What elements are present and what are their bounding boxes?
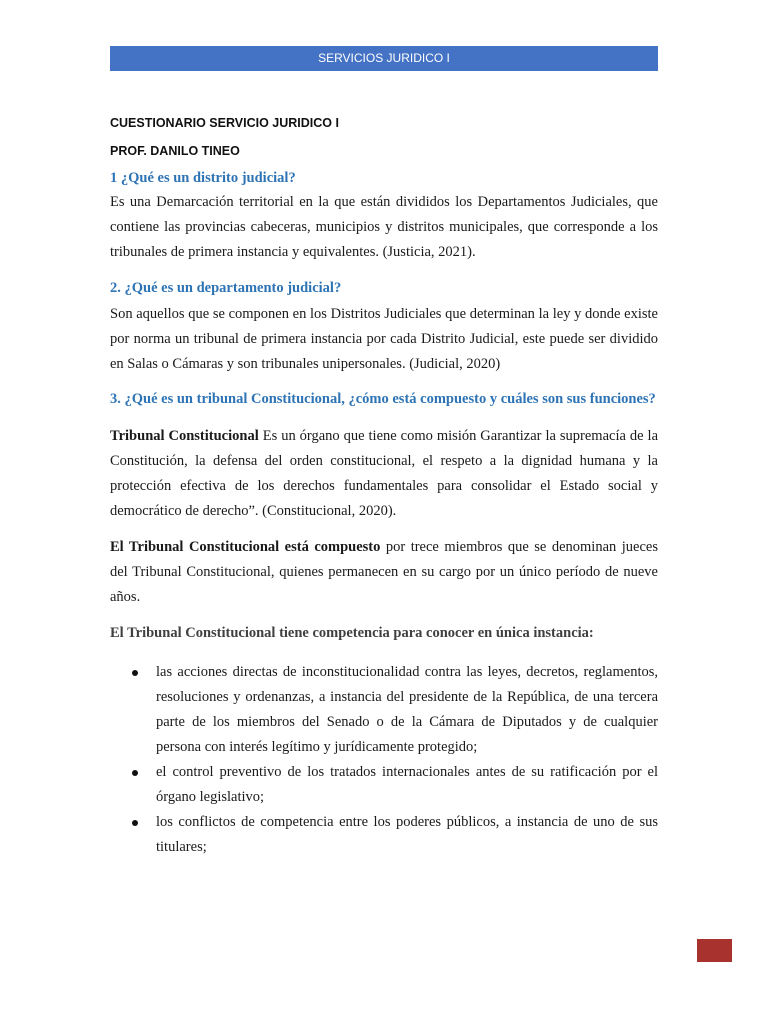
list-item: las acciones directas de inconstitucionalidad contra las leyes, decretos, reglamentos, resoluciones y ordenanzas, a instancia del presidente de la República, de una tercera parte de los miembros del Senado o de la Cámara de Diputados y de cualquier persona con interés legítimo y jurídicamente protegido; [110,660,658,760]
question-1: 1 ¿Qué es un distrito judicial? [110,170,296,186]
bullet-icon [132,820,138,826]
answer-2: Son aquellos que se componen en los Distritos Judiciales que determinan la ley y donde existe por norma un tribunal de primera instancia por cada Distrito Judicial, este puede ser dividido en Salas o Cámaras y son tribunales unipersonales. (Judicial, 2020) [110,306,658,372]
answer-1: Es una Demarcación territorial en la que están divididos los Departamentos Judiciales, que contiene las provincias cabeceras, municipios y distritos municipales, que corresponde a los tribunales de primera instancia y equivalentes. (Justicia, 2021). [110,194,658,260]
tribunal-term: Tribunal Constitucional [110,428,259,444]
composition-text: por trece miembros que se denominan jueces del Tribunal Constitucional, quienes permanecen en su cargo por un único período de nueve años. [110,539,658,605]
answer-3-paragraph-2 [110,535,658,610]
competence-heading: El Tribunal Constitucional tiene competencia para conocer en única instancia: [110,625,594,641]
answer-3-paragraph-1 [110,424,658,524]
competence-list [110,660,658,860]
bullet-icon [132,770,138,776]
document-body [110,110,658,860]
professor-name: PROF. DANILO TINEO [110,144,240,158]
bullet-icon [132,670,138,676]
composition-term: El Tribunal Constitucional está compuesto [110,539,381,555]
header-bar [110,46,658,71]
document-title: CUESTIONARIO SERVICIO JURIDICO I [110,116,339,130]
tribunal-definition: Es un órgano que tiene como misión Garantizar la supremacía de la Constitución, la defensa del orden constitucional, el respeto a la dignidad humana y la protección efectiva de los derechos fundamentales para consolidar el Estado social y democrático de derecho”. (Constitucional, 2020). [110,428,658,519]
page-marker [697,939,732,962]
list-item: el control preventivo de los tratados internacionales antes de su ratificación por el órgano legislativo; [110,760,658,810]
header-title: SERVICIOS JURIDICO I [318,51,450,65]
question-3: 3. ¿Qué es un tribunal Constitucional, ¿cómo está compuesto y cuáles son sus funciones? [110,391,656,407]
list-item: los conflictos de competencia entre los poderes públicos, a instancia de uno de sus titulares; [110,810,658,860]
question-2: 2. ¿Qué es un departamento judicial? [110,280,342,296]
